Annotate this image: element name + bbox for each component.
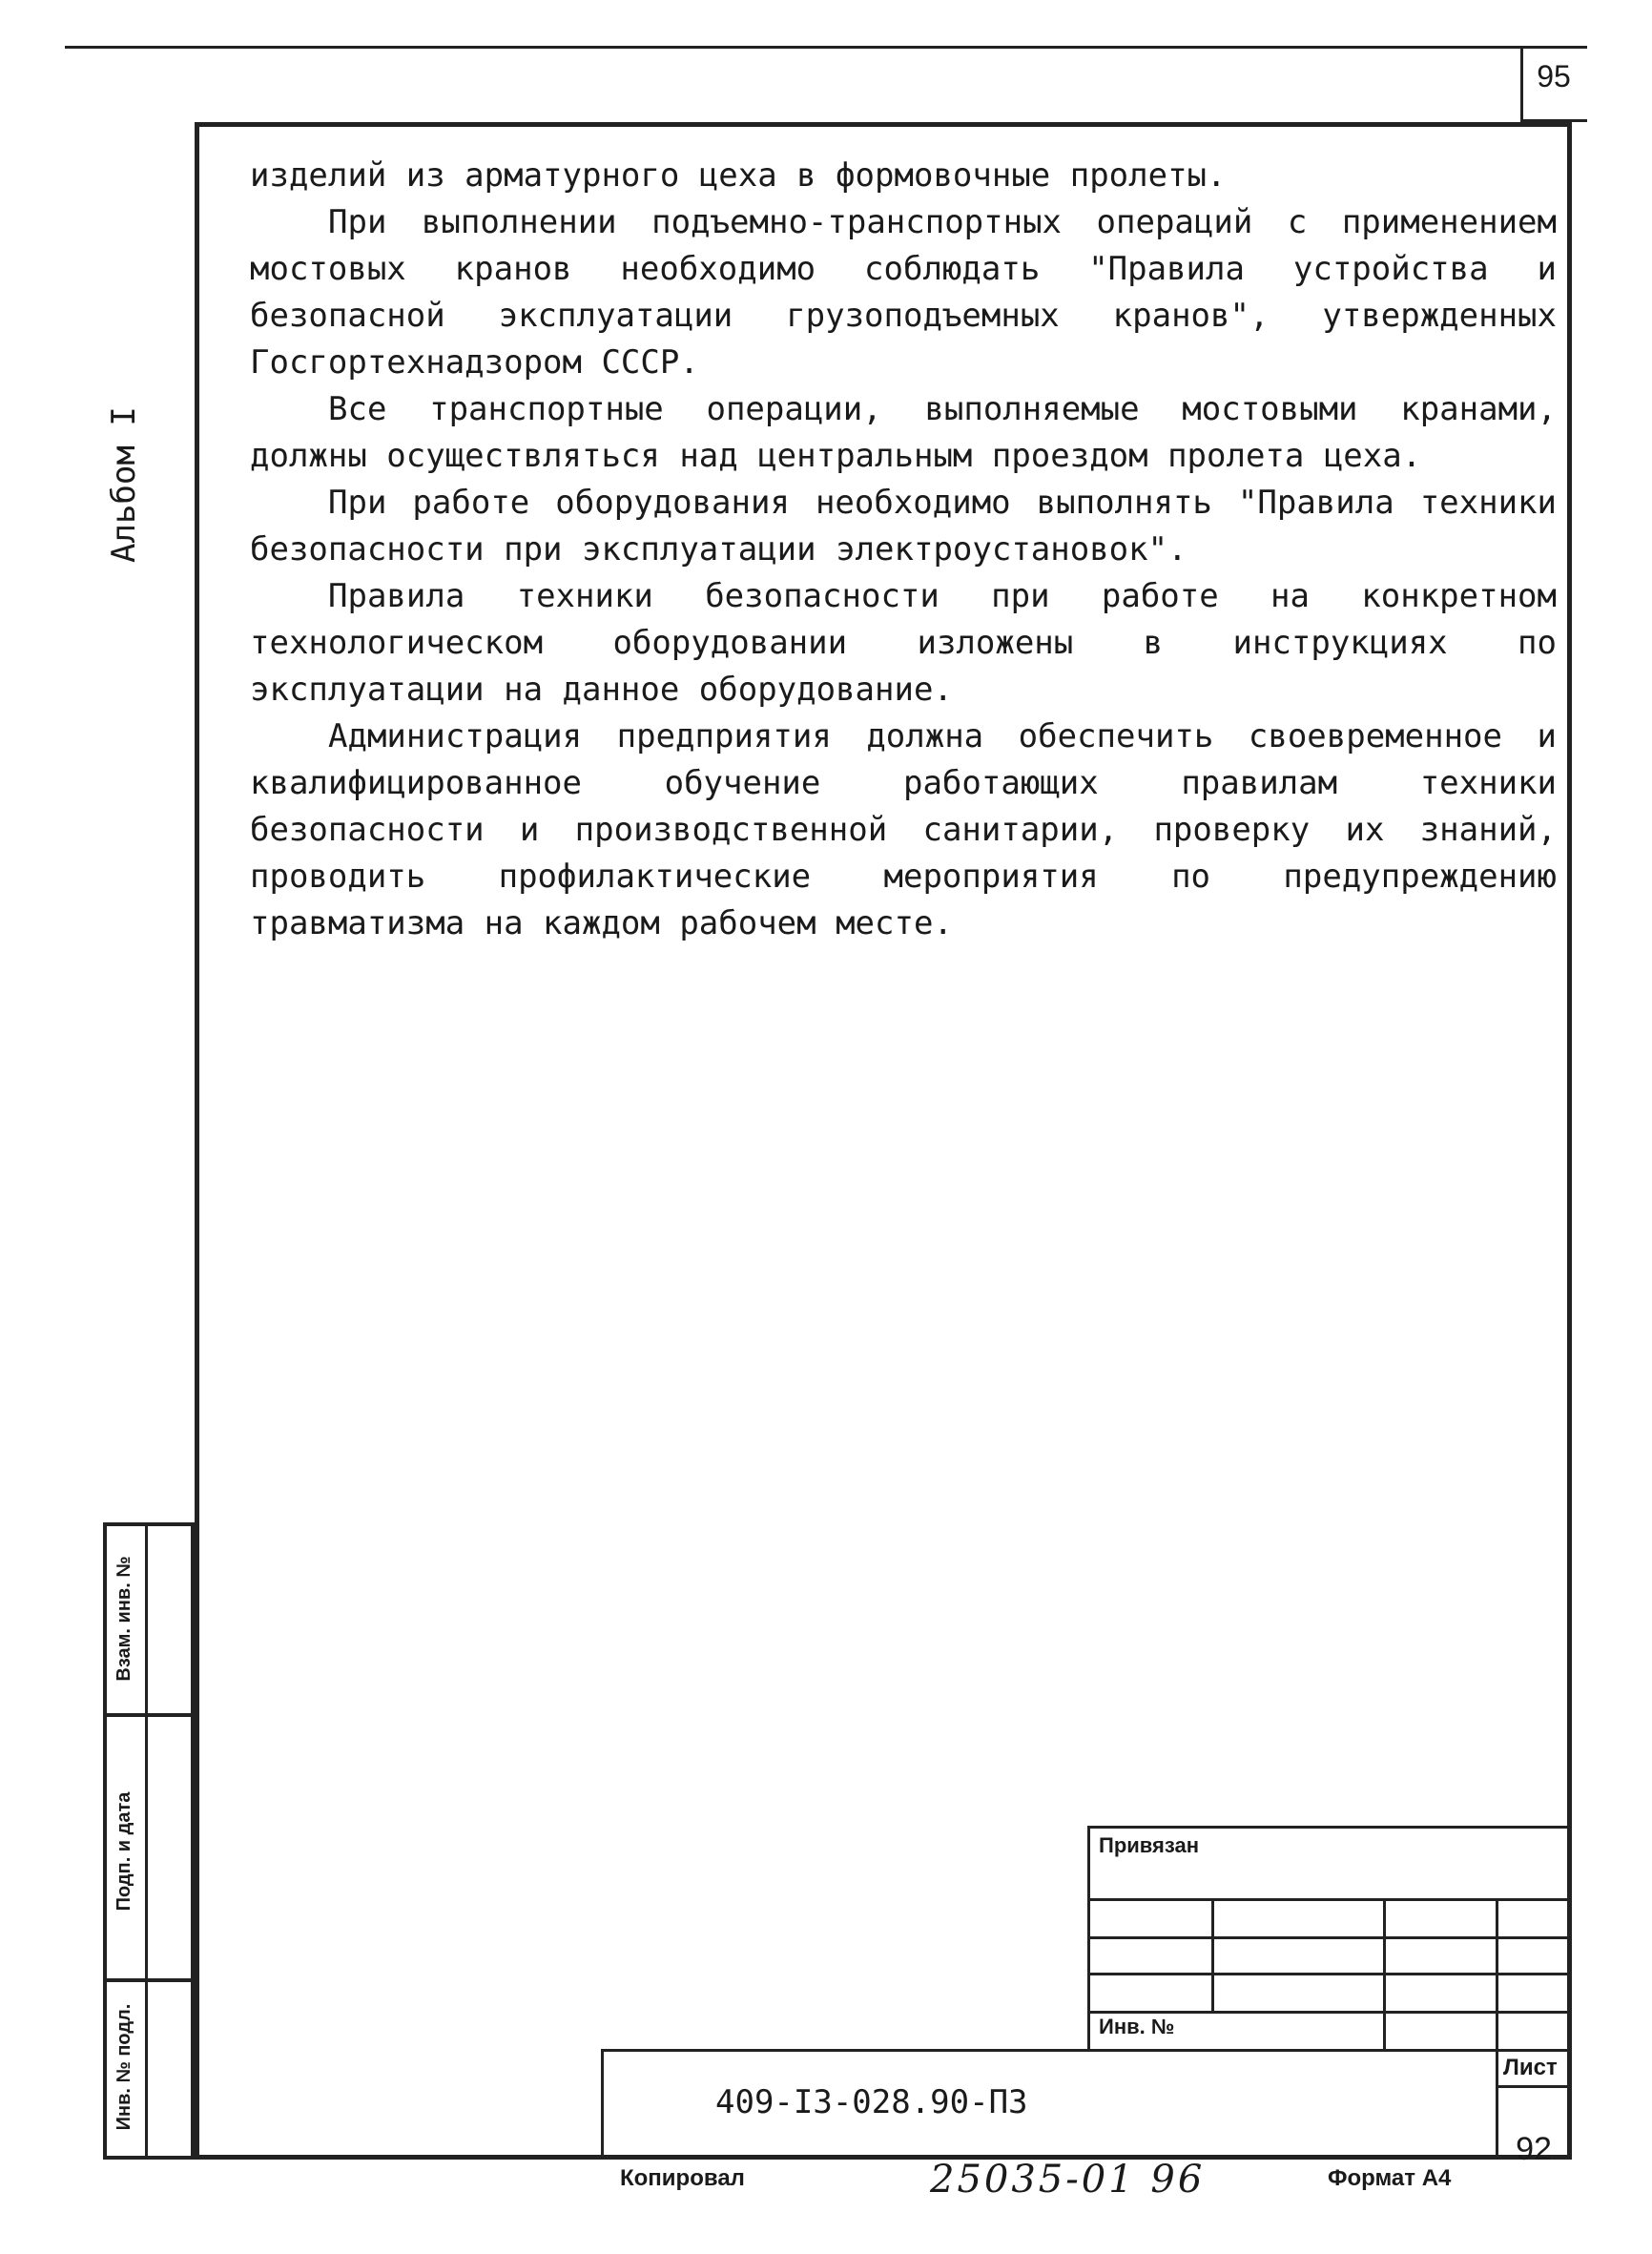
title-block-line (1087, 2011, 1572, 2014)
stamp-podp-data-label: Подп. и дата (114, 1791, 134, 1912)
paragraph-equipment-instructions: Правила техники безопасности при работе на конкретном технологическом оборудовании изложены в инструкциях по эксплуатации на данное оборудование. (250, 577, 1557, 709)
sheet-number: 92 (1516, 2131, 1552, 2167)
stamp-vzam-inv-label: Взам. инв. № (114, 1556, 134, 1682)
paragraph-electrical-safety: При работе оборудования необходимо выполнять "Правила техники безопасности при эксплуатации электроустановок". (250, 484, 1557, 569)
title-block-line (1087, 1826, 1572, 1829)
title-block-line (1383, 1898, 1386, 2049)
album-label-container (105, 372, 153, 563)
album-label: Альбом I (105, 406, 143, 563)
title-block-line (601, 2049, 604, 2160)
paragraph-continuation: изделий из арматурного цеха в формовочные пролеты. (250, 156, 1227, 195)
copied-by-label: Копировал (620, 2165, 745, 2191)
inv-no-label: Инв. № (1099, 2015, 1175, 2038)
title-block-line (1496, 2085, 1572, 2088)
sheet-label: Лист (1503, 2055, 1558, 2080)
top-rule (65, 46, 1587, 49)
paragraph-administration-training: Администрация предприятия должна обеспечить своевременное и квалифицированное обучение работающих правилам техники безопасности и производственной санитарии, проверку их знаний, проводить профилактические мероприятия по предупреждению травматизма на каждом рабочем месте. (250, 717, 1557, 942)
title-block-line (601, 2049, 1572, 2052)
stamp-strip-divider (145, 1522, 148, 2160)
stamp-inv-podl-label: Инв. № подл. (114, 2003, 134, 2131)
stamp-row-divider (103, 1713, 195, 1717)
paragraph-transport-operations: Все транспортные операции, выполняемые мостовыми кранами, должны осуществляться над центральным проездом пролета цеха. (250, 390, 1557, 475)
title-block-line (1496, 1898, 1498, 2049)
title-block-line (1211, 1898, 1214, 2011)
handwritten-order-number: 25035-01 96 (930, 2158, 1206, 2202)
privyazan-label: Привязан (1099, 1833, 1200, 1857)
title-block-line (1087, 1973, 1572, 1975)
format-label: Формат А4 (1328, 2165, 1452, 2191)
title-block-line (1087, 1936, 1572, 1939)
body-text (250, 153, 1557, 947)
paragraph-crane-rules: При выполнении подъемно-транспортных операций с применением мостовых кранов необходимо соблюдать "Правила устройства и безопасной эксплуатации грузоподъемных кранов", утвержденных Госгортехнадзором СССР. (250, 203, 1557, 382)
title-block-line (1087, 1898, 1572, 1901)
document-code: 409-I3-028.90-ПЗ (715, 2083, 1028, 2121)
page-number: 95 (1537, 59, 1571, 93)
